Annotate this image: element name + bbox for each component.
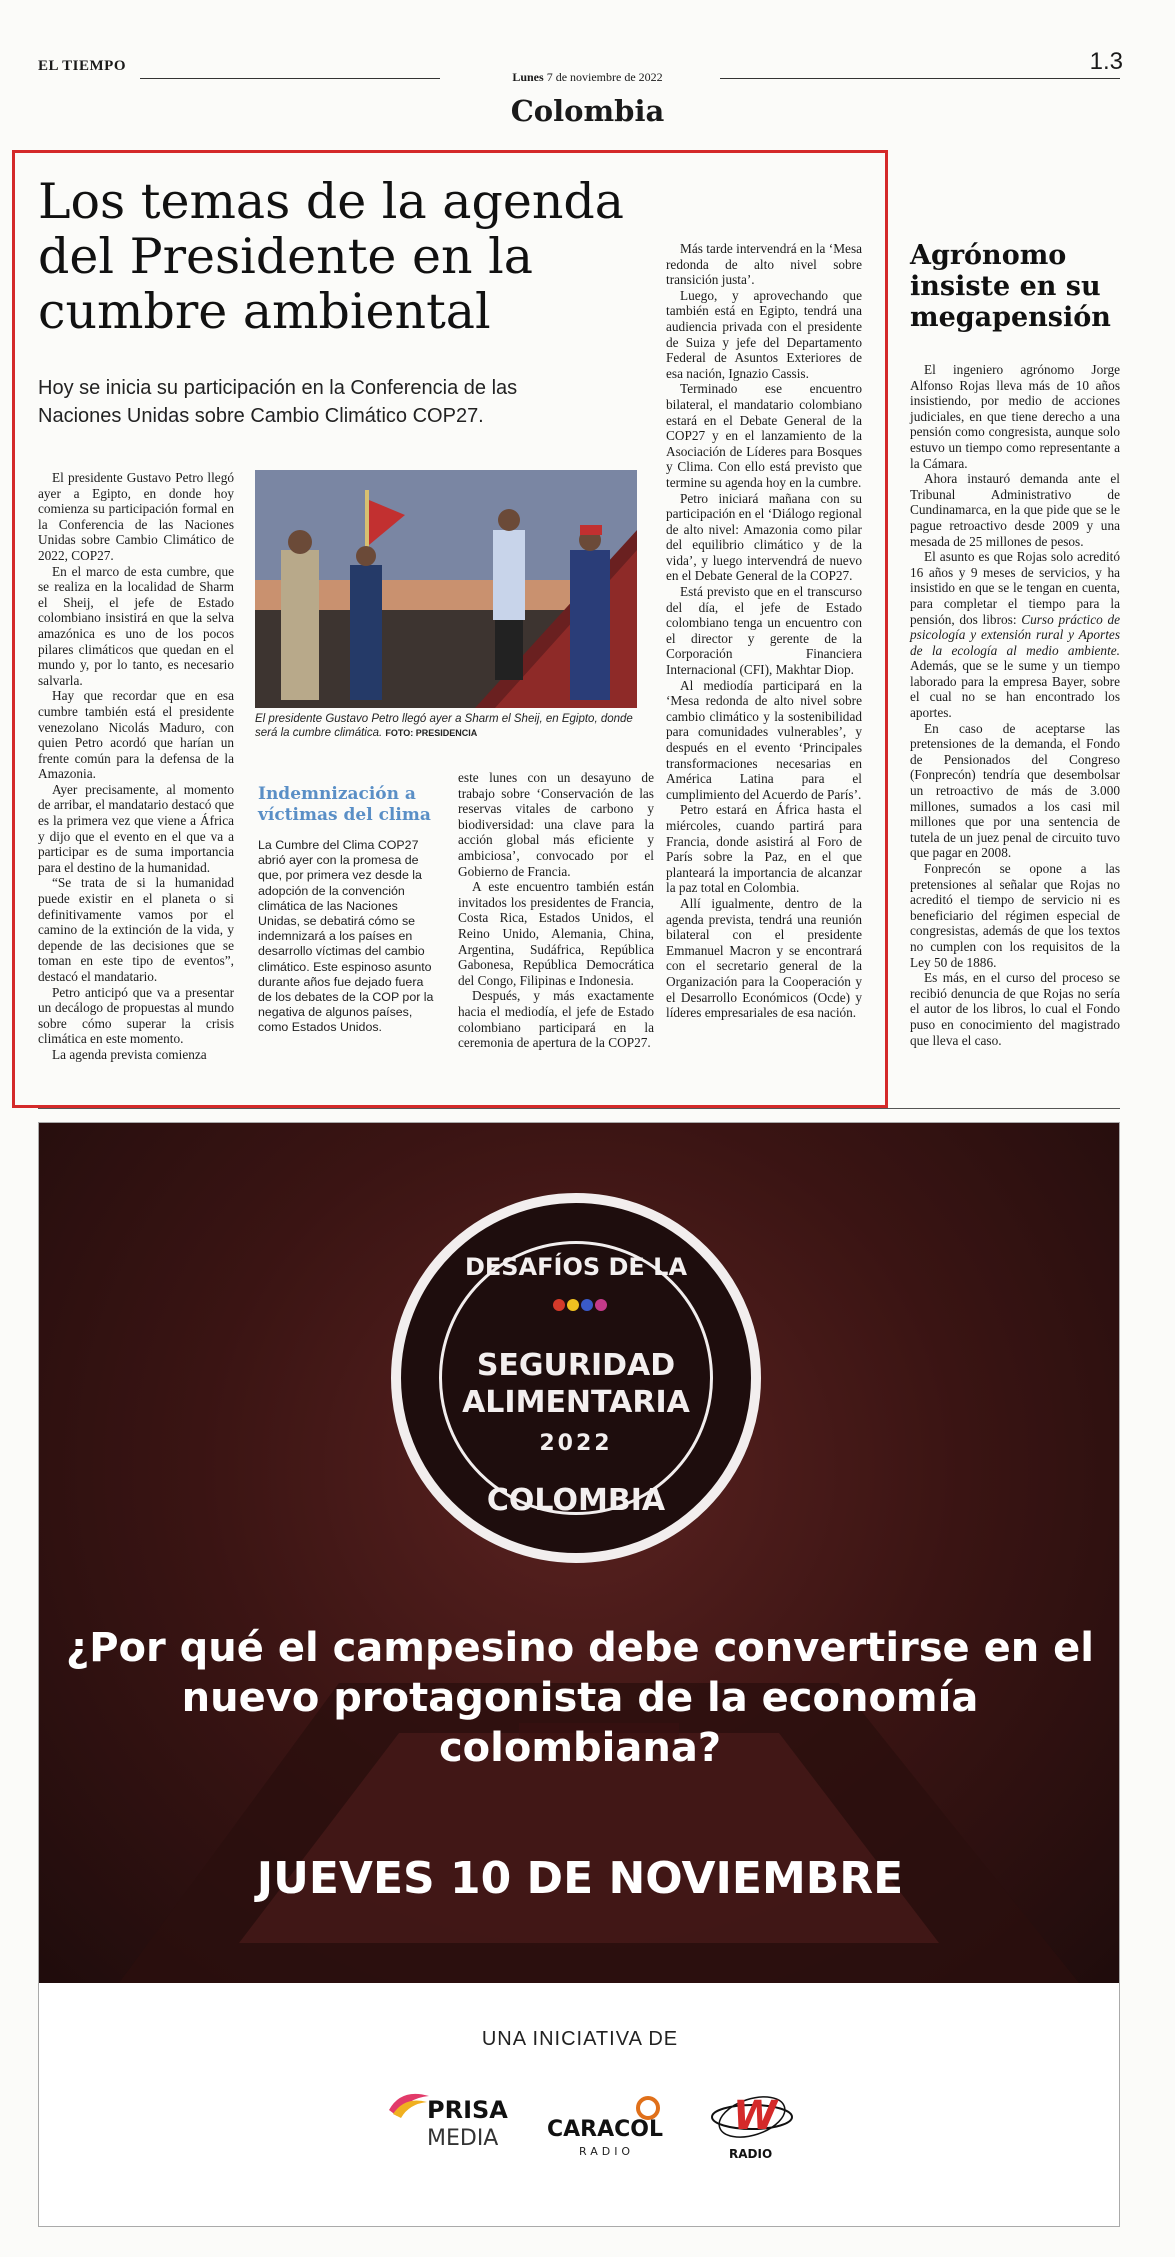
paragraph: Luego, y aprovechando que también está en Egipto, tendrá una audiencia privada con el presidente de Suiza y jefe del Departamento Federal de Asuntos Exteriores de esa nación, Ignazio Cassis. (666, 287, 862, 381)
caracol-radio-logo[interactable] (547, 2095, 677, 2165)
sidebar-body (258, 838, 438, 1036)
paragraph: Al mediodía participará en la ‘Mesa redonda de alto nivel sobre cambio climático y la sostenibilidad para comunidades vulnerables’, y después en el evento ‘Principales transformaciones necesarias en América Latina para el cumplimiento del Acuerdo de París’. (666, 677, 862, 802)
paragraph: Fonprecón se opone a las pretensiones al señalar que Rojas no acreditó el tiempo de servicio ni es beneficiario del régimen especial de congresistas, además de que los textos no cumplen con los requisitos de la Ley 50 de 1886. (910, 861, 1120, 970)
paragraph (910, 549, 1120, 721)
right-article-body (910, 362, 1120, 1048)
photo-illustration (255, 470, 637, 708)
paragraph: Allí igualmente, dentro de la agenda prevista, tendrá una reunión bilateral con el presidente Emmanuel Macron y se encontrará con el secretario general de la Organización para la Cooperación y el Desarrollo Económicos (Ocde) y líderes empresariales de esa nación. (666, 895, 862, 1021)
color-dots-icon (551, 1295, 611, 1315)
caracol-text: CARACOL (547, 2117, 664, 2142)
seal-line-2: ALIMENTARIA (462, 1385, 690, 1420)
ad-banner (39, 1123, 1120, 1983)
paragraph: Petro estará en África hasta el miércoles, cuando partirá para Francia, donde asistirá al Foro de París sobre la Paz, en el que planteará la importancia de alcanzar la paz total en Colombia. (666, 802, 862, 896)
w-radio-logo[interactable] (707, 2089, 797, 2169)
paragraph: Petro iniciará mañana con su participación en el ‘Diálogo regional de alto nivel: Amazonia como pilar del equilibrio climático y de la vida’, y luego intervendrá de nuevo en el Debate General de la COP27. (666, 490, 862, 584)
article-column-1 (38, 470, 234, 1063)
photo-credit: FOTO: PRESIDENCIA (385, 728, 478, 738)
seal-bottom-text: COLOMBIA (486, 1483, 666, 1518)
paragraph: Ayer precisamente, al momento de arribar, el mandatario destacó que es la primera vez que viene a África y dijo que el evento en el que va a participar es de suma importancia para el destino de la humanidad. (38, 781, 234, 875)
advertisement[interactable] (38, 1122, 1120, 2227)
dateline-date: 7 de noviembre de 2022 (546, 70, 663, 84)
paragraph: El ingeniero agrónomo Jorge Alfonso Rojas lleva más de 10 años insistiendo, por medio de acciones judiciales, en que tiene derecho a una pensión como congresista, aunque solo estuvo un tiempo como representante a la Cámara. (910, 362, 1120, 471)
dateline-day: Lunes (512, 70, 544, 84)
w-radio-text: RADIO (729, 2147, 773, 2161)
paragraph-text: El asunto es que Rojas solo acreditó 16 años y 9 meses de servicios, y ha insistido en que se le tengan en cuenta, para completar el tiempo para la pensión, dos libros: (910, 549, 1120, 627)
section-title: Colombia (510, 94, 665, 128)
media-text: MEDIA (427, 2126, 499, 2151)
paragraph: Después, y más exactamente hacia el mediodía, el jefe de Estado colombiano participará en la ceremonia de apertura de la COP27. (458, 988, 654, 1051)
ad-seal (391, 1193, 761, 1563)
seal-top-text: DESAFÍOS DE LA (464, 1253, 688, 1281)
paragraph: este lunes con un desayuno de trabajo sobre ‘Conservación de las reservas vitales de carbono y biodiversidad: una clave para la acción global más eficiente y ambiciosa’, convocado por el Gobierno de Francia. (458, 770, 654, 879)
article-photo (255, 470, 637, 708)
ad-question: ¿Por qué el campesino debe convertirse en el nuevo protagonista de la economía colombiana? (66, 1625, 1094, 1771)
paragraph: Es más, en el curso del proceso se recibió denuncia de que Rojas no sería el autor de los libros, lo cual el Fondo puso en conocimiento del magistrado que lleva el caso. (910, 970, 1120, 1048)
article-column-3 (458, 770, 654, 1051)
seal-year: 2022 (539, 1431, 613, 1456)
book-titles: Curso práctico de psicología y extensión rural y Aportes de la ecología al medio ambiente. (910, 611, 1120, 658)
seal-line-1: SEGURIDAD (476, 1348, 676, 1383)
article-headline: Los temas de la agenda del Presidente en la cumbre ambiental (38, 173, 624, 340)
masthead: EL TIEMPO (38, 58, 126, 74)
paragraph: En caso de aceptarse las pretensiones de la demanda, el Fondo de Pensionados del Congreso (Fonprecón) tendría que desembolsar un retroactivo de más de 3.000 millones, sumados a los casi mil millones que por una sentencia de tutela de un juez penal de circuito tuvo que pagar en 2008. (910, 720, 1120, 861)
sidebar-paragraph: La Cumbre del Clima COP27 abrió ayer con la promesa de que, por primera vez desde la adopción de la convención climática de las Naciones Unidas, se debatirá cómo se indemnizará a los países en desarrollo víctimas del cambio climático. Este espinoso asunto durante años fue dejado fuera de los debates de la COP por la negativa de algunos países, como Estados Unidos. (258, 838, 434, 1035)
prisa-text: PRISA (427, 2096, 508, 2124)
paragraph: Terminado ese encuentro bilateral, el mandatario colombiano estará en el Debate General de la COP27 y en el lanzamiento de la Asociación de Líderes para Bosques y Clima. Con ello está previsto que termine su agenda hoy en la cumbre. (666, 381, 862, 490)
prisa-media-logo[interactable] (387, 2088, 517, 2168)
paragraph-text: Además, que se le sume y un tiempo laborado para la empresa Bayer, sobre el cual no se han encontrado los aportes. (910, 658, 1120, 721)
caracol-radio-text: RADIO (579, 2145, 635, 2158)
article-column-4 (666, 241, 862, 1021)
paragraph: Petro anticipó que va a presentar un decálogo de propuestas al mundo sobre cómo superar la crisis climática en este momento. (38, 984, 234, 1047)
paragraph: Hay que recordar que en esa cumbre también está el presidente venezolano Nicolás Maduro, con quien Petro acordó que harían un frente común para la defensa de la Amazonia. (38, 688, 234, 782)
paragraph: Ahora instauró demanda ante el Tribunal Administrativo de Cundinamarca, en la que pide que se le pague retroactivo desde 2009 y una mesada de 25 millones de pesos. (910, 471, 1120, 549)
prisa-swoosh-icon (387, 2088, 431, 2118)
paragraph: A este encuentro también están invitados los presidentes de Francia, Costa Rica, Estados Unidos, el Reino Unido, Alemania, China, Argentina, Sudáfrica, República Gabonesa, República Democrática del Congo, Filipinas e Indonesia. (458, 879, 654, 988)
page-number: 1.3 (1089, 48, 1123, 75)
ad-event-date: JUEVES 10 DE NOVIEMBRE (256, 1853, 904, 1904)
article-deck: Hoy se inicia su participación en la Conferencia de las Naciones Unidas sobre Cambio Climático COP27. (38, 377, 518, 427)
caption-text: El presidente Gustavo Petro llegó ayer a Sharm el Sheij, en Egipto, donde será la cumbre climática. (255, 713, 633, 739)
section-divider (38, 1108, 1120, 1109)
paragraph: “Se trata de si la humanidad puede existir en el planeta o si definitivamente vamos por el camino de la extinción de la vida, y depende de las decisiones que se toman en este tipo de eventos”, destacó el mandatario. (38, 875, 234, 984)
right-article-headline: Agrónomo insiste en su megapensión (910, 240, 1111, 333)
sidebar-title: Indemnización a víctimas del clima (258, 784, 431, 825)
dateline (0, 70, 1175, 85)
paragraph: Está previsto que en el transcurso del día, el jefe de Estado colombiano tenga un encuentro con el director y gerente de la Corporación Financiera Internacional (CFI), Makhtar Diop. (666, 584, 862, 678)
paragraph: Más tarde intervendrá en la ‘Mesa redonda de alto nivel sobre transición justa’. (666, 241, 863, 288)
paragraph: El presidente Gustavo Petro llegó ayer a Egipto, en donde hoy comienza su participación formal en la Conferencia de las Naciones Unidas sobre Cambio Climático de 2022, COP27. (38, 470, 234, 563)
ad-initiative-label: UNA INICIATIVA DE (481, 2028, 679, 2050)
paragraph: La agenda prevista comienza (52, 1046, 207, 1062)
w-letter: W (733, 2093, 778, 2139)
seal-dots (551, 1295, 611, 1319)
photo-caption (255, 712, 640, 740)
paragraph: En el marco de esta cumbre, que se realiza en la localidad de Sharm el Sheij, el jefe de Estado colombiano insistirá en que la selva amazónica es uno de los pocos pilares climáticos que quedan en el mundo y, por lo tanto, es necesario salvarla. (38, 563, 234, 688)
